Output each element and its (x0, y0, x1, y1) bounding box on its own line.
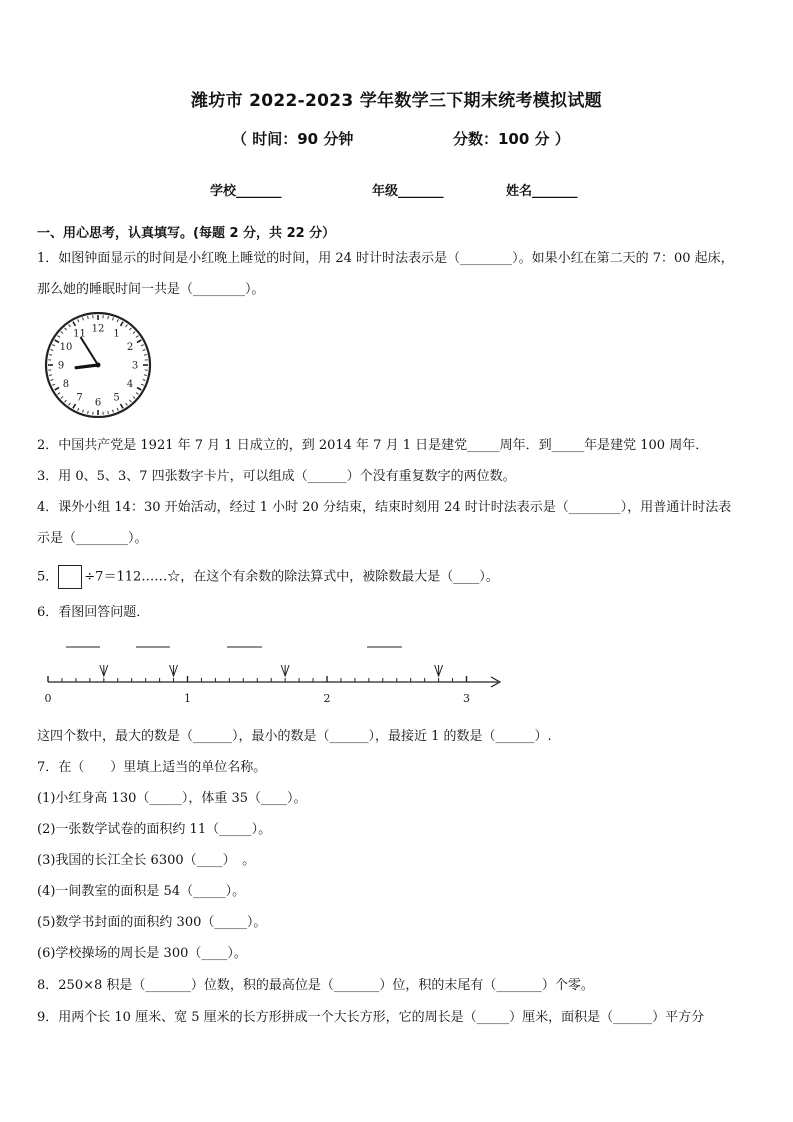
question-7-2: (2)一张数学试卷的面积约 11（_____）。 (37, 822, 272, 837)
question-6: 6．看图回答问题． (37, 605, 150, 620)
number-line-marker (435, 665, 443, 676)
clock-number: 12 (91, 323, 105, 335)
question-5 (37, 565, 499, 589)
question-1-line-2: 那么她的睡眠时间一共是（________）。 (37, 282, 265, 297)
clock-tick (108, 411, 109, 414)
question-7: 7．在（ ）里填上适当的单位名称。 (37, 760, 267, 775)
clock-number: 8 (62, 379, 70, 390)
section-title: 一、用心思考，认真填写。(每题 2 分，共 22 分） (37, 226, 336, 241)
number-line-figure (36, 640, 516, 715)
clock-tick (144, 355, 147, 356)
clock-number: 11 (73, 328, 86, 340)
clock-tick (144, 375, 147, 376)
clock-tick (88, 316, 89, 319)
page-title: 潍坊市 2022-2023 学年数学三下期末统考模拟试题 (191, 91, 602, 111)
clock-tick (88, 411, 89, 414)
question-1-line-1: 1．如图钟面显示的时间是小红晚上睡觉的时间，用 24 时计时法表示是（________）。如果小红在第二天的 7：00 起床， (37, 251, 734, 266)
number-line-label: 1 (184, 692, 191, 705)
clock-tick (49, 355, 52, 356)
question-9: 9．用两个长 10 厘米、宽 5 厘米的长方形拼成一个大长方形，它的周长是（_____）厘米，面积是（______）平方分 (37, 1010, 705, 1025)
number-line-marker (170, 665, 178, 676)
number-line-marker (281, 665, 289, 676)
question-5-text: ÷7＝112……☆，在这个有余数的除法算式中，被除数最大是（____）。 (84, 569, 499, 585)
question-7-4: (4)一间教室的面积是 54（_____）。 (37, 884, 246, 899)
clock-center (96, 363, 101, 368)
question-7-1: (1)小红身高 130（_____），体重 35（____）。 (37, 791, 307, 806)
clock-tick (108, 316, 109, 319)
question-5-number: 5． (37, 569, 59, 585)
question-7-5: (5)数学书封面的面积约 300（_____）。 (37, 915, 267, 930)
question-4-line-1: 4．课外小组 14：30 开始活动，经过 1 小时 20 分结束，结束时刻用 24 时计时法表示是（________），用普通计时法表 (37, 500, 732, 515)
time-info: （ 时间：90 分钟 (232, 130, 354, 148)
clock-number: 1 (113, 328, 120, 340)
name-field: 姓名_______ (506, 184, 578, 199)
clock-number: 5 (113, 392, 120, 404)
clock-number: 6 (94, 397, 102, 409)
question-7-6: (6)学校操场的周长是 300（____）。 (37, 946, 247, 961)
clock-number: 9 (57, 360, 65, 372)
question-7-3: (3)我国的长江全长 6300（____） 。 (37, 853, 256, 868)
number-line-label: 3 (463, 692, 470, 705)
number-line-label: 2 (323, 692, 331, 705)
clock-figure (40, 312, 156, 418)
clock-number: 7 (76, 392, 83, 404)
clock-number: 2 (126, 342, 134, 353)
number-line-label: 0 (44, 692, 52, 705)
question-2: 2．中国共产党是 1921 年 7 月 1 日成立的，到 2014 年 7 月 1 日是建党_____周年．到_____年是建党 100 周年． (37, 438, 709, 453)
clock-number: 10 (59, 342, 73, 353)
clock-number: 3 (131, 360, 139, 372)
blank-box (58, 565, 82, 589)
grade-field: 年级_______ (372, 184, 444, 199)
question-6-answer: 这四个数中，最大的数是（______），最小的数是（______），最接近 1 的数是（______）. (37, 729, 552, 744)
school-field: 学校_______ (210, 184, 282, 199)
clock-tick (49, 375, 52, 376)
clock-number: 4 (126, 379, 134, 390)
number-line-marker (100, 665, 108, 676)
question-3: 3．用 0、5、3、7 四张数字卡片，可以组成（______）个没有重复数字的两位数。 (37, 469, 516, 484)
question-8: 8．250×8 积是（_______）位数，积的最高位是（_______）位，积的末尾有（_______）个零。 (37, 978, 594, 993)
score-info: 分数：100 分 ） (453, 130, 570, 148)
question-4-line-2: 示是（________）。 (37, 531, 148, 546)
